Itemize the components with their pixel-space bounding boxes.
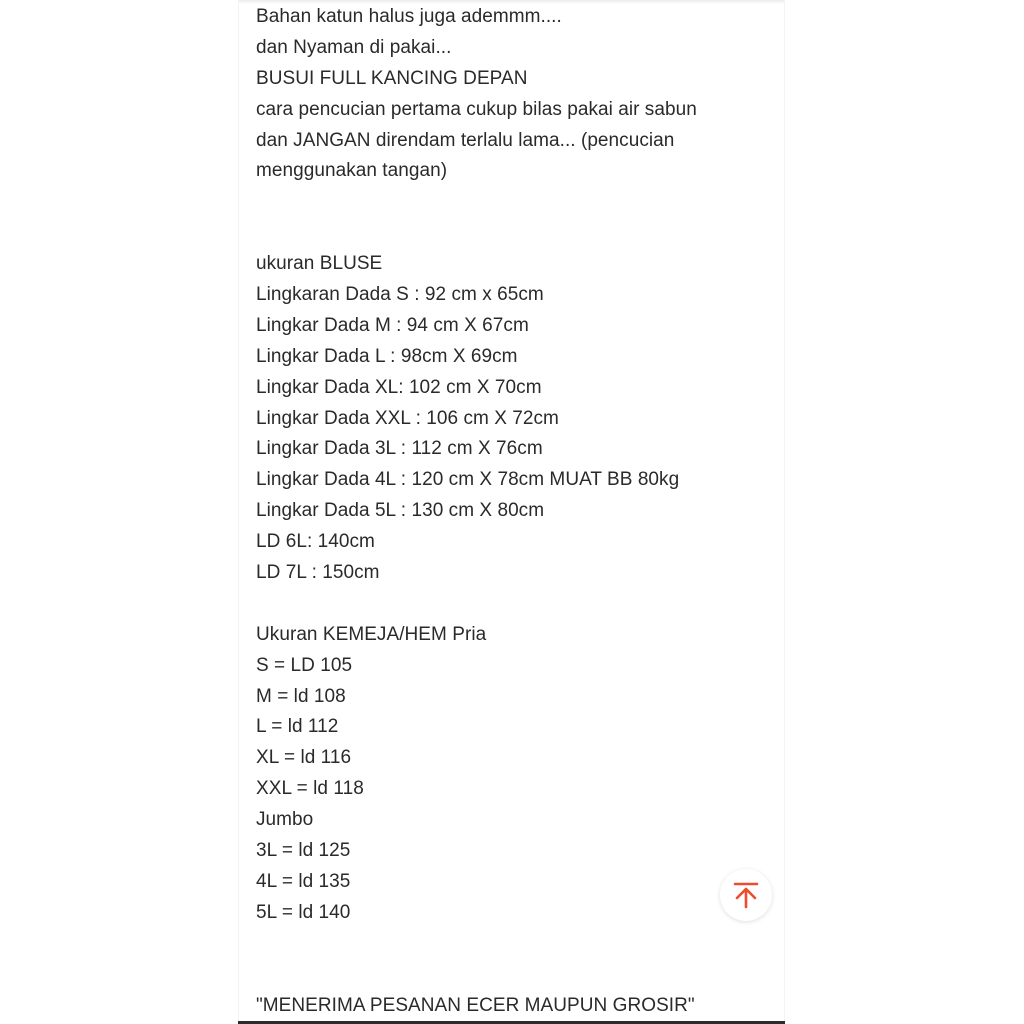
description-line: Lingkar Dada 4L : 120 cm X 78cm MUAT BB 80kg <box>256 469 680 491</box>
description-line: Lingkar Dada 3L : 112 cm X 76cm <box>256 438 543 460</box>
arrow-up-to-top-icon <box>731 880 761 910</box>
description-line: Lingkar Dada L : 98cm X 69cm <box>256 345 518 367</box>
description-line: 4L = ld 135 <box>256 870 351 892</box>
description-line: dan JANGAN direndam terlalu lama... (pencucian <box>256 129 675 151</box>
description-line <box>256 187 776 218</box>
description-line: Bahan katun halus juga ademmm.... <box>256 6 562 27</box>
description-line: M = ld 108 <box>256 685 346 707</box>
description-line: Lingkar Dada 5L : 130 cm X 80cm <box>256 500 545 522</box>
description-line: Ukuran KEMEJA/HEM Pria <box>256 623 487 645</box>
product-description-text <box>256 2 776 1021</box>
description-line: S = LD 105 <box>256 654 353 676</box>
description-line <box>256 929 776 960</box>
description-line: Lingkar Dada XL: 102 cm X 70cm <box>256 376 542 398</box>
description-line: dan Nyaman di pakai... <box>256 36 452 58</box>
description-line: Lingkar Dada M : 94 cm X 67cm <box>256 314 529 336</box>
description-line: Jumbo <box>256 809 314 831</box>
description-line <box>256 960 776 991</box>
description-line: ukuran BLUSE <box>256 253 383 275</box>
description-line: menggunakan tangan) <box>256 160 448 182</box>
description-line: LD 7L : 150cm <box>256 562 380 584</box>
description-line <box>256 218 776 249</box>
description-line: 5L = ld 140 <box>256 901 351 923</box>
description-line: L = ld 112 <box>256 716 339 738</box>
description-line: BUSUI FULL KANCING DEPAN <box>256 67 528 89</box>
description-line <box>256 589 776 620</box>
description-line: LD 6L: 140cm <box>256 531 375 553</box>
description-line: 3L = ld 125 <box>256 840 351 862</box>
product-description-page[interactable] <box>238 0 785 1022</box>
description-line: XL = ld 116 <box>256 747 352 769</box>
back-to-top-button[interactable] <box>720 869 772 921</box>
description-line: "MENERIMA PESANAN ECER MAUPUN GROSIR" <box>256 994 695 1016</box>
description-line: XXL = ld 118 <box>256 778 364 800</box>
description-line: Lingkaran Dada S : 92 cm x 65cm <box>256 284 544 306</box>
description-line: cara pencucian pertama cukup bilas pakai air sabun <box>256 98 697 120</box>
description-line: Lingkar Dada XXL : 106 cm X 72cm <box>256 407 559 429</box>
